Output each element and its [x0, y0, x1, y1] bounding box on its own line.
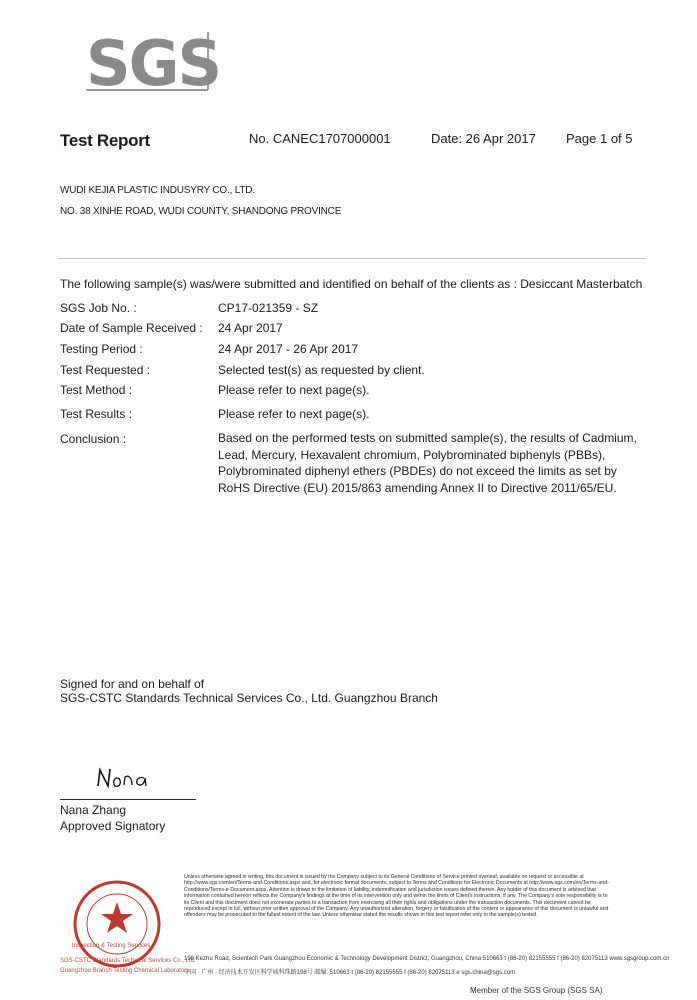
footer-address-en: 198 Kezhu Road, Scientech Park Guangzhou Economic & Technology Development District, Guangzhou, China 510663 t (86-20) 82155555 f (86-20) 82075113 www.sgsgroup.com.cn — [184, 956, 670, 962]
test-method-label: Test Method : — [60, 383, 133, 397]
test-requested-value: Selected test(s) as requested by client. — [218, 363, 425, 377]
seal-caption: Inspection & Testing Services — [72, 943, 151, 949]
divider — [58, 258, 646, 259]
signatory-role: Approved Signatory — [60, 819, 166, 833]
report-title: Test Report — [60, 131, 150, 150]
handwritten-signature — [94, 766, 164, 792]
sgs-group-member: Member of the SGS Group (SGS SA) — [470, 986, 603, 995]
seal-caption-lab: Guangzhou Branch Testing Chemical Laboratory — [60, 968, 190, 974]
company-seal — [60, 880, 174, 968]
test-results-value: Please refer to next page(s). — [218, 407, 370, 421]
sgs-logo-text: SGS — [86, 27, 221, 100]
conclusion-text: Based on the performed tests on submitted sample(s), the results of Cadmium, Lead, Mercury, Hexavalent chromium, Polybrominated biphenyls (PBBs), Polybrominated diphenyl ethers (PBDEs) do not exceed the limits as set by RoHS Directive (EU) 2015/863 amending Annex II to Directive 2011/65/EU. — [218, 431, 637, 495]
footer-address-cn: 中国 · 广州 · 经济技术开发区科学城科珠路198号 邮编: 510663 t (86-20) 82155555 f (86-20) 82075113 e sgs.china@sgs.com — [184, 970, 516, 976]
testing-period-label: Testing Period : — [60, 342, 143, 356]
signature-line — [60, 799, 196, 800]
report-date: Date: 26 Apr 2017 — [431, 131, 536, 146]
terms-fine-print: Unless otherwise agreed in writing, this document is issued by the Company subject to its General Conditions of Service printed overleaf, available on request or accessible at http://www.sgs.com/en/Terms-and-Conditions.aspx and, for electronic format documents, subject to Terms and Conditions for Electronic Documents at http://www.sgs.com/en/Terms-and-Conditions/Terms-e-Document.aspx. Attention is drawn to the limitation of liability, indemnification and jurisdiction issues defined therein. Any holder of this document is advised that information contained hereon reflects the Company's findings at the time of its intervention only and within the limits of Client's instructions, if any. The Company's sole responsibility is to its Client and this document does not exonerate parties to a transaction from exercising all their rights and obligations under the transaction documents. This document cannot be reproduced except in full, without prior written approval of the Company. Any unauthorized alteration, forgery or falsification of the content or appearance of this document is unlawful and offenders may be prosecuted to the fullest extent of the law. Unless otherwise stated the results shown in this test report refer only to the sample(s) tested. — [184, 874, 609, 919]
seal-caption-company: SGS-CSTC Standards Technical Services Co., Ltd. — [60, 958, 196, 964]
signing-company: SGS-CSTC Standards Technical Services Co., Ltd. Guangzhou Branch — [60, 691, 438, 705]
page-number: Page 1 of 5 — [566, 131, 633, 146]
job-no-value: CP17-021359 - SZ — [218, 301, 319, 315]
sample-intro: The following sample(s) was/were submitted and identified on behalf of the clients as : Desiccant Masterbatch — [60, 277, 643, 291]
test-method-value: Please refer to next page(s). — [218, 383, 370, 397]
date-received-label: Date of Sample Received : — [60, 321, 203, 335]
test-requested-label: Test Requested : — [60, 363, 151, 377]
signatory-name: Nana Zhang — [60, 803, 127, 817]
report-number: No. CANEC1707000001 — [249, 131, 391, 146]
testing-period-value: 24 Apr 2017 - 26 Apr 2017 — [218, 342, 359, 356]
job-no-label: SGS Job No. : — [60, 301, 137, 315]
signed-for-text: Signed for and on behalf of — [60, 677, 205, 691]
client-address: NO. 38 XINHE ROAD, WUDI COUNTY, SHANDONG PROVINCE — [60, 206, 342, 217]
conclusion-label: Conclusion : — [60, 432, 127, 446]
test-results-label: Test Results : — [60, 407, 133, 421]
date-received-value: 24 Apr 2017 — [218, 321, 283, 335]
client-name: WUDI KEJIA PLASTIC INDUSYRY CO., LTD. — [60, 185, 255, 196]
